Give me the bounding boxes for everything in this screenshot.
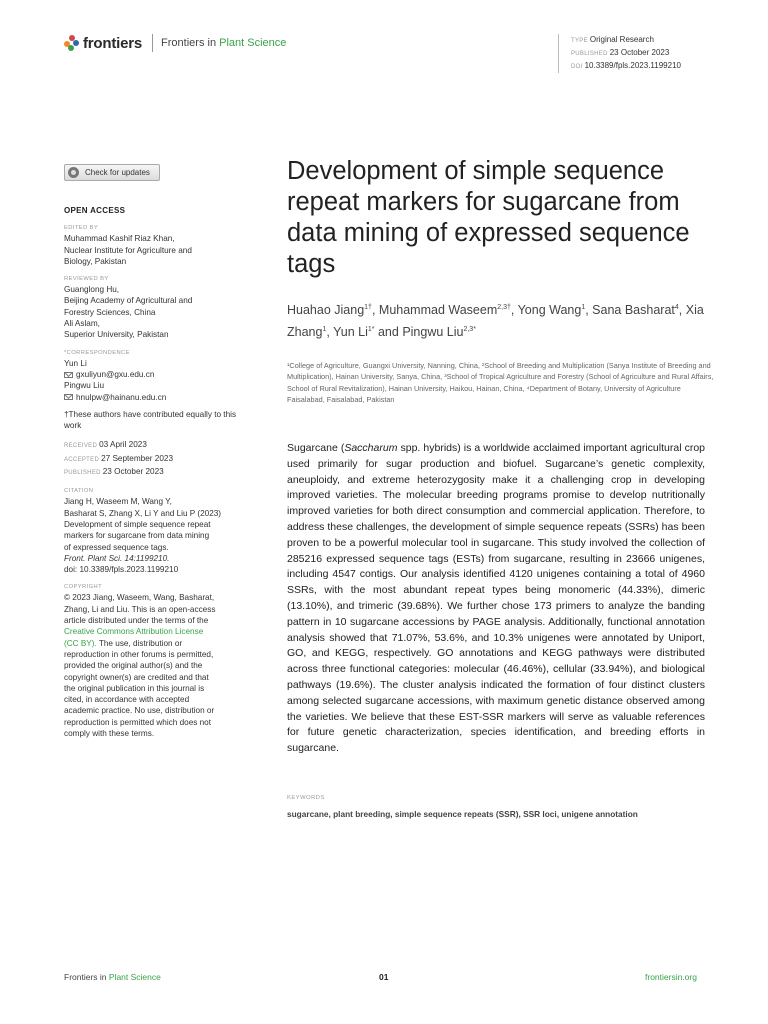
corresponding-email[interactable]: hnulpw@hainanu.edu.cn [64,392,248,403]
check-updates-label: Check for updates [85,168,150,177]
copyright-line: © 2023 Jiang, Waseem, Wang, Basharat, [64,593,215,603]
article-meta [558,34,681,73]
editor-line: Muhammad Kashif Riaz Khan, [64,234,175,244]
reviewer-line: Ali Aslam, [64,319,100,329]
corresponding-author-name: Yun Li [64,358,87,368]
reviewer-line: Superior University, Pakistan [64,330,169,340]
citation-line: Development of simple sequence repeat [64,519,211,529]
corresponding-author-name: Pingwu Liu [64,381,105,391]
meta-type: TYPE Original Research [571,35,654,44]
copyright-line: reproduction in other forums is permitted, [64,649,214,659]
author[interactable]: Xia Zhang$^1$ [287,303,704,340]
keywords-label: KEYWORDS [287,795,325,801]
copyright-line: provided the original author(s) and the [64,661,203,671]
cc-by-link[interactable]: (CC BY). [64,638,97,648]
reviewer-line: Guanglong Hu, [64,285,120,295]
citation-line: Jiang H, Waseem M, Wang Y, [64,497,172,507]
author[interactable]: Muhammad Waseem$^{2,3\dagger}$ [378,303,511,318]
citation-line: markers for sugarcane from data mining [64,531,210,541]
copyright-label: COPYRIGHT [64,584,103,591]
copyright-line: academic practice. No use, distribution or [64,706,215,716]
editor-line: Nuclear Institute for Agriculture and [64,245,192,255]
author[interactable]: Pingwu Liu$^{2,3*}$ [402,325,476,340]
footer-journal[interactable]: Frontiers in Plant Science [64,972,161,982]
abstract: Sugarcane (Saccharum spp. hybrids) is a worldwide acclaimed important agricultural crop used primarily for sugar production and biofuel. Sugarcane’s genetic complexity, aneuploidy, and extreme heterozygosity make it a challenging crop in developing improved varieties. The molecular breeding programs promise to develop nutritionally improved varieties for both direct consumption and commercial application. Therefore, to address these challenges, the development of simple sequence repeats (SSRs) has been proven to be a powerful molecular tool in sugarcane. This study involved the collection of 285216 expressed sequence tags (ESTs) from sugarcane, resulting in 23666 unigenes, including 4547 contigs. Our analysis identified 4120 unigenes containing a total of 4960 SSRs, with the most abundant repeat types being monomeric (44.33%), dimeric (13.10%), and trimeric (39.68%). We further chose 173 primers to analyze the banding pattern in 10 sugarcane accessions by PAGE analysis. Additionally, functional annotation analysis showed that 71.07%, 53.6%, and 10.3% unigenes were annotated by Uniport, GO, and KEGG, respectively. GO annotations and KEGG pathways were distributed across three functional categories: molecular (46.46%), cellular (33.94%), and biological pathways (19.6%). The cluster analysis indicated the formation of four distinct clusters among selected sugarcane accessions, with maximum genetic distance observed among the varieties. We believe that these EST-SSR markers will serve as valuable references for future genetic characterization, species identification, and breeding efforts in sugarcane. [287,442,705,755]
envelope-icon [64,372,73,378]
reviewer-line: Beijing Academy of Agricultural and [64,296,193,306]
copyright-line: reproduction is permitted which does not [64,717,211,727]
copyright-line: article distributed under the terms of the [64,616,209,626]
page-number: 01 [379,972,389,982]
logo-divider [152,34,153,52]
copyright-line: (CC BY). The use, distribution or [64,638,183,648]
keywords: sugarcane, plant breeding, simple sequence repeats (SSR), SSR loci, unigene annotation [287,809,638,819]
reviewed-by-label: REVIEWED BY [64,276,109,283]
author[interactable]: Yun $Li^{1*}$ [333,325,375,340]
citation-label: CITATION [64,488,94,495]
author[interactable]: Huahao Jiang$^{1\dagger}$ [287,303,372,318]
copyright-line: Zhang, Li and Liu. This is an open-access [64,604,216,614]
open-access-label: OPEN ACCESS [64,206,126,215]
copyright-line: cited, in accordance with accepted [64,695,190,705]
journal-name[interactable]: Frontiers in Plant Science [161,37,287,49]
envelope-icon [64,394,73,400]
check-updates-icon [68,167,79,178]
citation-line: Basharat S, Zhang X, Li Y and Liu P (2023) [64,508,222,518]
reviewer-line: Forestry Sciences, China [64,307,156,317]
logo-wordmark: frontiers [83,34,143,52]
received-date: RECEIVED 03 April 2023 [64,440,147,450]
copyright-line: copyright owner(s) are credited and that [64,672,209,682]
copyright-line: comply with these terms. [64,728,155,738]
article-dates [64,439,248,479]
published-date: PUBLISHED 23 October 2023 [64,467,164,477]
article-info-sidebar [64,205,248,739]
frontiers-logo[interactable] [64,33,286,53]
author-list: Huahao Jiang$^{1\dagger}$, Muhammad Waseem$^{2,3\dagger}$, Yong Wang$^1$, Sana Basharat$^4$, Xia Zhang$^1$, Yun $Li^{1*}$ and Pingwu Liu$^{2,3*}$ [287,303,704,340]
equal-contribution-note: †These authors have contributed equally to this work [64,409,237,431]
meta-published: PUBLISHED 23 October 2023 [571,48,670,57]
accepted-date: ACCEPTED 27 September 2023 [64,453,173,463]
editor-line: Biology, Pakistan [64,256,127,266]
author[interactable]: Sana Basharat$^4$ [592,303,679,318]
edited-by-label: EDITED BY [64,225,99,232]
author[interactable]: Yong Wang$^1$ [517,303,586,318]
article-title: Development of simple sequence repeat markers for sugarcane from data mining of expressed sequence tags [287,157,690,278]
correspondence-label: *CORRESPONDENCE [64,349,130,356]
meta-doi: DOI 10.3389/fpls.2023.1199210 [571,61,681,70]
citation-journal: Front. Plant Sci. 14:1199210. [64,553,170,563]
check-for-updates-button[interactable] [64,164,160,181]
citation-line: of expressed sequence tags. [64,542,169,552]
corresponding-email[interactable]: gxuliyun@gxu.edu.cn [64,369,248,380]
copyright-line: the original publication in this journal is [64,683,205,693]
frontiers-logo-icon [64,35,79,51]
citation-doi[interactable]: doi: 10.3389/fpls.2023.1199210 [64,565,179,575]
cc-license-link[interactable]: Creative Commons Attribution License [64,627,204,637]
footer-site-link[interactable]: frontiersin.org [645,972,697,982]
affiliations: ¹College of Agriculture, Guangxi University, Nanning, China, ²School of Breeding and Multiplication (Sanya Institute of Breeding and Multiplication), Hainan University, Sanya, China, ³School of Tropical Agriculture and Forestry (School of Agriculture and Rural Affairs, School of Rural Revitalization), Hainan University, Haikou, Hainan, China, ⁴Department of Botany, University of Agriculture Faisalabad, Faisalabad, Pakistan [287,361,714,404]
